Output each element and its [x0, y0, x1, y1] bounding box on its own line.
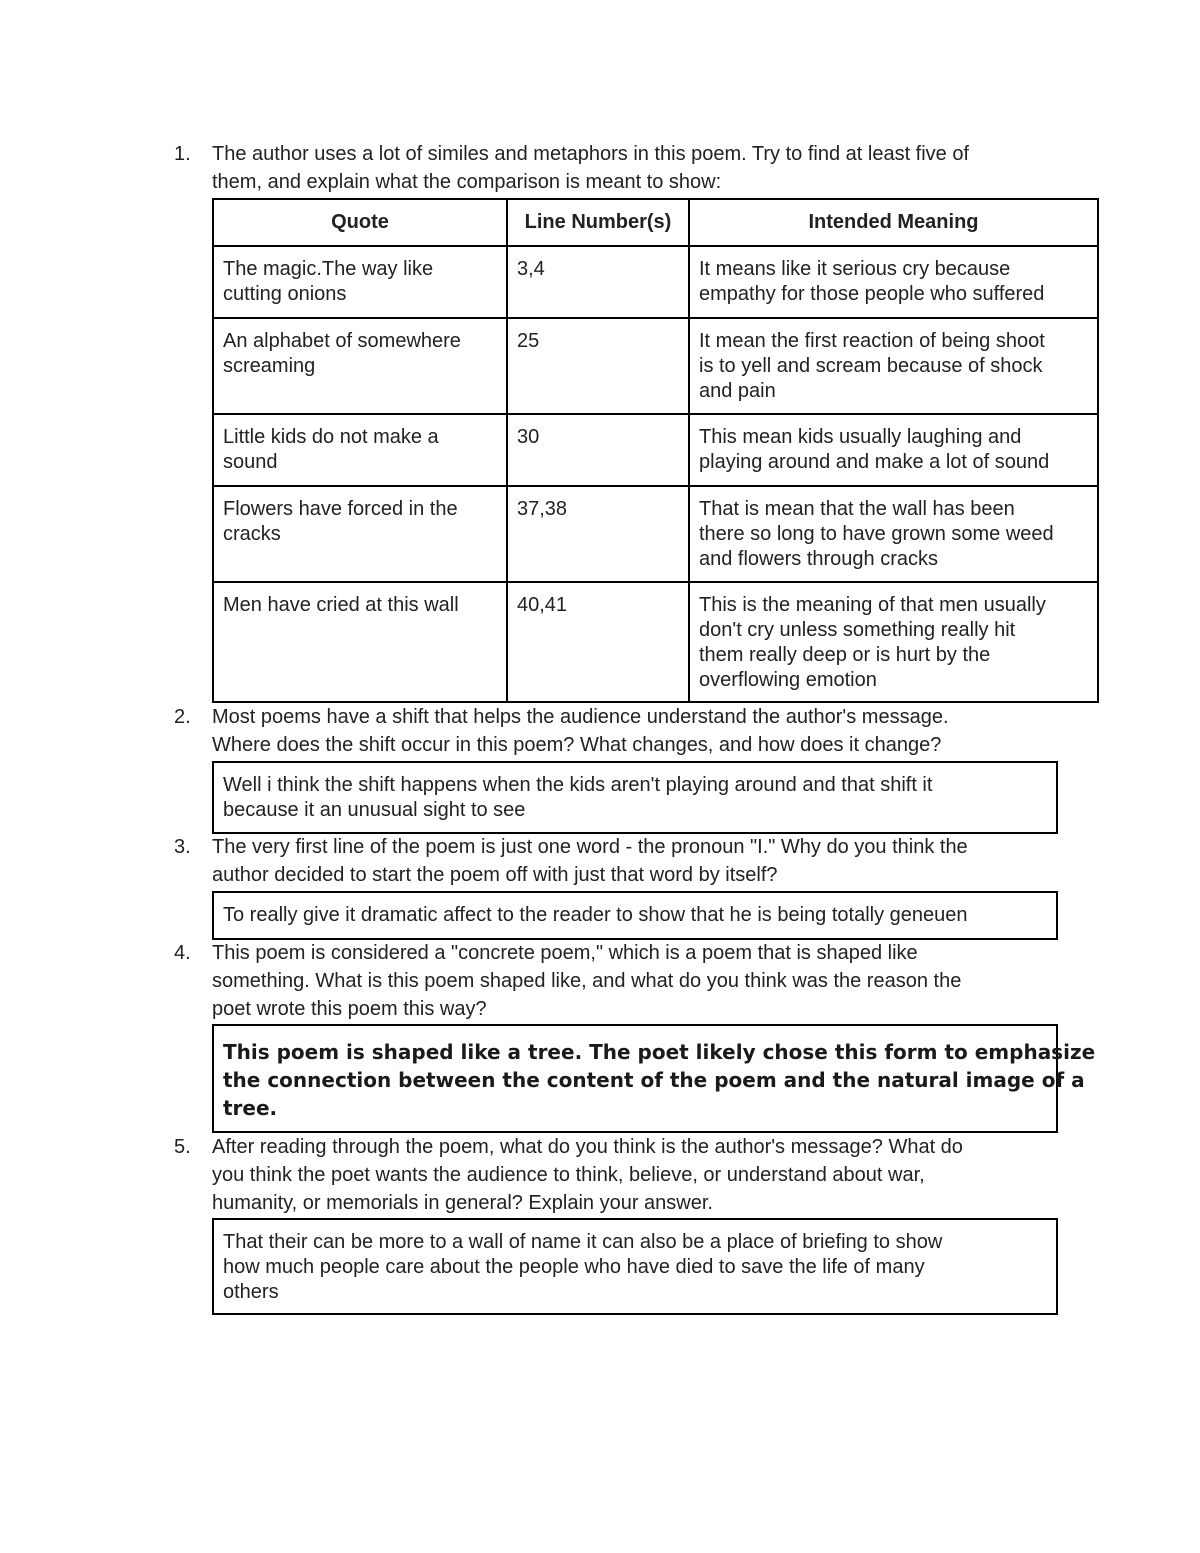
meaning-line: there so long to have grown some weed [699, 523, 1054, 545]
question-5-line: you think the poet wants the audience to think, believe, or understand about war, [212, 1164, 925, 1186]
meaning-cell[interactable] [689, 486, 1098, 582]
meaning-cell[interactable] [689, 414, 1098, 486]
answer-line: This poem is shaped like a tree. The poet likely chose this form to emphasize [223, 1040, 1096, 1064]
quote-line: Flowers have forced in the [223, 498, 458, 520]
quote-line: The magic.The way like [223, 258, 434, 280]
answer-line: Well i think the shift happens when the kids aren't playing around and that shift it [223, 774, 933, 796]
quote-line: cutting onions [223, 283, 347, 305]
quote-cell[interactable] [213, 318, 507, 414]
meaning-cell[interactable] [689, 318, 1098, 414]
answer-5-box[interactable] [212, 1218, 1058, 1315]
meaning-line: This mean kids usually laughing and [699, 426, 1022, 448]
table-header-row [213, 199, 1098, 246]
quote-line: screaming [223, 355, 316, 377]
answer-line: the connection between the content of the poem and the natural image of a [223, 1068, 1085, 1092]
question-4-number: 4. [174, 942, 191, 964]
question-3-number: 3. [174, 836, 191, 858]
question-2-line: Where does the shift occur in this poem? What changes, and how does it change? [212, 734, 942, 756]
meaning-line: overflowing emotion [699, 669, 877, 691]
meaning-line: empathy for those people who suffered [699, 283, 1045, 305]
line-number-cell[interactable]: 25 [507, 318, 689, 414]
meaning-line: This is the meaning of that men usually [699, 594, 1046, 616]
question-2-number: 2. [174, 706, 191, 728]
answer-line: because it an unusual sight to see [223, 799, 526, 821]
question-5-line: After reading through the poem, what do you think is the author's message? What do [212, 1136, 963, 1158]
question-2-text [212, 703, 1072, 759]
meaning-cell[interactable] [689, 246, 1098, 318]
quote-line: sound [223, 451, 278, 473]
question-1-text [212, 140, 1072, 196]
question-1-line: them, and explain what the comparison is meant to show: [212, 171, 722, 193]
question-2-line: Most poems have a shift that helps the audience understand the author's message. [212, 706, 949, 728]
quote-cell[interactable] [213, 486, 507, 582]
question-3-line: author decided to start the poem off with just that word by itself? [212, 864, 778, 886]
answer-line: To really give it dramatic affect to the reader to show that he is being totally geneuen [223, 904, 968, 926]
meaning-line: playing around and make a lot of sound [699, 451, 1050, 473]
quote-line: Men have cried at this wall [223, 594, 459, 616]
meaning-line: That is mean that the wall has been [699, 498, 1015, 520]
quote-line: An alphabet of somewhere [223, 330, 461, 352]
column-header-intended-meaning: Intended Meaning [689, 199, 1098, 246]
quote-cell[interactable] [213, 414, 507, 486]
answer-line: how much people care about the people who have died to save the life of many [223, 1256, 925, 1278]
table-row [213, 414, 1098, 486]
line-number-cell[interactable]: 3,4 [507, 246, 689, 318]
question-1-line: The author uses a lot of similes and metaphors in this poem. Try to find at least five of [212, 143, 970, 165]
question-5-line: humanity, or memorials in general? Explain your answer. [212, 1192, 713, 1214]
column-header-quote: Quote [213, 199, 507, 246]
quote-cell[interactable] [213, 246, 507, 318]
meaning-line: don't cry unless something really hit [699, 619, 1016, 641]
column-header-line-numbers: Line Number(s) [507, 199, 689, 246]
answer-line: others [223, 1281, 279, 1303]
question-5-text [212, 1133, 1072, 1217]
answer-line: That their can be more to a wall of name it can also be a place of briefing to show [223, 1231, 943, 1253]
table-row [213, 246, 1098, 318]
table-row [213, 318, 1098, 414]
answer-4-box[interactable] [212, 1024, 1096, 1133]
question-4-line: something. What is this poem shaped like, and what do you think was the reason the [212, 970, 962, 992]
table-row [213, 582, 1098, 702]
line-number-cell[interactable]: 40,41 [507, 582, 689, 702]
answer-3-box[interactable] [212, 891, 1058, 940]
question-1-number: 1. [174, 143, 191, 165]
question-5-number: 5. [174, 1136, 191, 1158]
quote-line: Little kids do not make a [223, 426, 439, 448]
question-4-line: poet wrote this poem this way? [212, 998, 487, 1020]
question-4-text [212, 939, 1072, 1023]
meaning-line: It means like it serious cry because [699, 258, 1011, 280]
meaning-line: them really deep or is hurt by the [699, 644, 991, 666]
table-row [213, 486, 1098, 582]
answer-line: tree. [223, 1096, 278, 1120]
quote-cell[interactable] [213, 582, 507, 702]
line-number-cell[interactable]: 30 [507, 414, 689, 486]
meaning-line: is to yell and scream because of shock [699, 355, 1043, 377]
quote-line: cracks [223, 523, 281, 545]
meaning-cell[interactable] [689, 582, 1098, 702]
line-number-cell[interactable]: 37,38 [507, 486, 689, 582]
question-3-line: The very first line of the poem is just one word - the pronoun "I." Why do you think the [212, 836, 968, 858]
meaning-line: and flowers through cracks [699, 548, 939, 570]
similes-table [212, 198, 1099, 703]
question-4-line: This poem is considered a "concrete poem," which is a poem that is shaped like [212, 942, 918, 964]
meaning-line: and pain [699, 380, 776, 402]
meaning-line: It mean the first reaction of being shoot [699, 330, 1045, 352]
answer-2-box[interactable] [212, 761, 1058, 834]
question-3-text [212, 833, 1072, 889]
